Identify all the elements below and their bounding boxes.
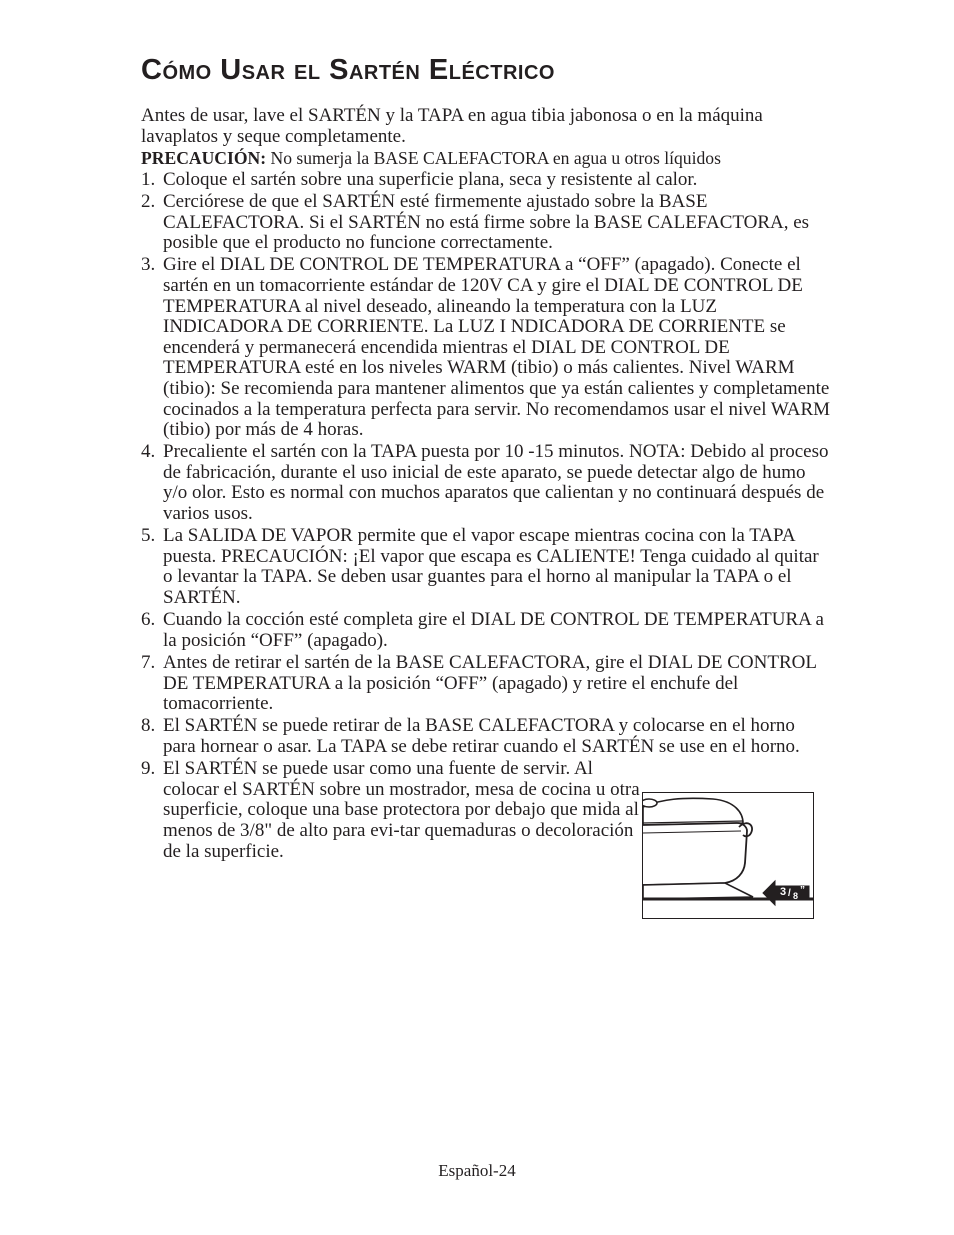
step-text: El SARTÉN se puede usar como una fuente de servir. Al colocar el SARTÉN sobre un mostrador, mesa de cocina u otra superficie, coloque una base protectora por debajo que mida al menos de 3/8" de alto para evi-tar quemaduras o decoloración de la superficie. (163, 758, 640, 862)
step-text: Antes de retirar el sartén de la BASE CALEFACTORA, gire el DIAL DE CONTROL DE TEMPERATURA a la posición “OFF” (apagado) y retire el enchufe del tomacorriente. (163, 652, 817, 715)
step-text: Gire el DIAL DE CONTROL DE TEMPERATURA a “OFF” (apagado). Conecte el sartén en un tomacorriente estándar de 120V CA y gire el DIAL DE CONTROL DE TEMPERATURA al nivel deseado, alineando la temperatura con la LUZ INDICADORA DE CORRIENTE. La LUZ I NDICADORA DE CORRIENTE se encenderá y permanecerá encendida mientras el DIAL DE CONTROL DE TEMPERATURA esté en los niveles WARM (tibio) o más calientes. Nivel WARM (tibio): Se recomienda para mantener alimentos que ya están calientes y completamente cocinados a la temperatura perfecta para servir. No recomendamos usar el nivel WARM (tibio) por más de 4 horas. (163, 254, 831, 441)
step-7 (141, 653, 831, 715)
step-number: 6. (141, 609, 156, 631)
step-text: El SARTÉN se puede retirar de la BASE CALEFACTORA y colocarse en el horno para hornear o asar. La TAPA se debe retirar cuando el SARTÉN se use en el horno. (163, 715, 800, 757)
measure-whole-label: 3 (780, 886, 787, 898)
measure-den-label: 8 (793, 891, 799, 901)
caution-note (141, 148, 831, 169)
steps-list (141, 170, 831, 862)
step-6 (141, 610, 831, 651)
step-number: 5. (141, 525, 156, 547)
step-number: 4. (141, 441, 156, 463)
intro-paragraph: Antes de usar, lave el SARTÉN y la TAPA en agua tibia jabonosa o en la máquina lavaplatos y seque completamente. (141, 105, 763, 147)
step-1 (141, 170, 831, 191)
step-2 (141, 192, 831, 254)
caution-text: No sumerja la BASE CALEFACTORA en agua u otros líquidos (266, 148, 721, 169)
caution-label: PRECAUCIÓN: (141, 148, 267, 169)
step-text: Cerciórese de que el SARTÉN esté firmemente ajustado sobre la BASE CALEFACTORA. Si el SARTÉN no está firme sobre la BASE CALEFACTORA, es posible que el producto no funcione correctamente. (163, 190, 810, 254)
step-text: Precaliente el sartén con la TAPA puesta por 10 -15 minutos. NOTA: Debido al proceso de fabricación, durante el uso inicial de este aparato, se puede detectar algo de humo y/o olor. Esto es normal con muchos aparatos que calientan y no continuará después de varios usos. (163, 441, 829, 525)
step-number: 3. (141, 254, 156, 276)
step-8 (141, 716, 831, 757)
svg-text:/: / (788, 888, 791, 899)
step-number: 1. (141, 168, 156, 190)
step-5 (141, 526, 831, 608)
page-number: Español-24 (438, 1161, 516, 1180)
skillet-on-trivet-figure (642, 792, 814, 919)
step-3 (141, 255, 831, 440)
step-4 (141, 442, 831, 524)
step-text: Cuando la cocción esté completa gire el DIAL DE CONTROL DE TEMPERATURA a la posición “OFF” (apagado). (163, 609, 824, 651)
step-9 (141, 759, 641, 862)
measure-mark-label: ” (800, 885, 805, 896)
step-text: La SALIDA DE VAPOR permite que el vapor escape mientras cocina con la TAPA puesta. PRECAUCIÓN: ¡El vapor que escapa es CALIENTE! Tenga cuidado al quitar o levantar la TAPA. Se deben usar guantes para el horno al manipular la TAPA o el SARTÉN. (163, 525, 819, 609)
instructions-body (141, 106, 831, 864)
page-title: Cómo Usar el Sartén Eléctrico (141, 54, 555, 86)
step-number: 2. (141, 190, 156, 212)
step-number: 7. (141, 652, 156, 673)
skillet-on-trivet-icon (643, 793, 813, 918)
step-number: 8. (141, 715, 156, 737)
step-number: 9. (141, 758, 156, 780)
step-text: Coloque el sartén sobre una superficie plana, seca y resistente al calor. (163, 168, 698, 190)
